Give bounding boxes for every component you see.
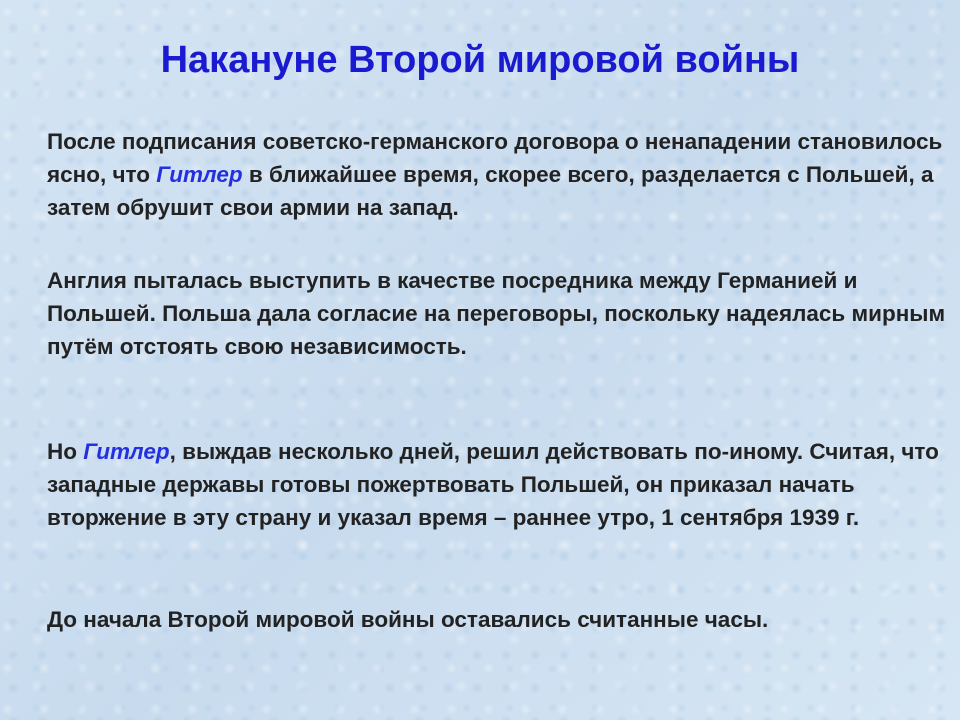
paragraph-1 — [47, 125, 947, 224]
paragraph-3 — [47, 435, 947, 534]
slide-title: Накануне Второй мировой войны — [160, 39, 800, 81]
paragraph-3-highlight: Гитлер — [83, 439, 170, 464]
paragraph-4: До начала Второй мировой войны оставались считанные часы. — [47, 607, 769, 632]
paragraph-3-text-start: Но — [47, 439, 84, 464]
paragraph-1-text-start: После подписания советско-германского договора о ненападении становилось ясно, что — [47, 129, 943, 187]
paragraph-2: Англия пыталась выступить в качестве посредника между Германией и Польшей. Польша дала согласие на переговоры, поскольку надеялась мирным путём отстоять свою независимость. — [47, 268, 946, 359]
paragraph-1-text-end: в ближайшее время, скорее всего, разделается с Польшей, а затем обрушит свои армии на запад. — [47, 162, 934, 220]
paragraph-3-text-end: , выждав несколько дней, решил действовать по-иному. Считая, что западные державы готовы пожертвовать Польшей, он приказал начать вторжение в эту страну и указал время – раннее утро, 1 сентября 1939 г. — [47, 439, 939, 530]
paragraph-1-highlight: Гитлер — [156, 162, 243, 187]
